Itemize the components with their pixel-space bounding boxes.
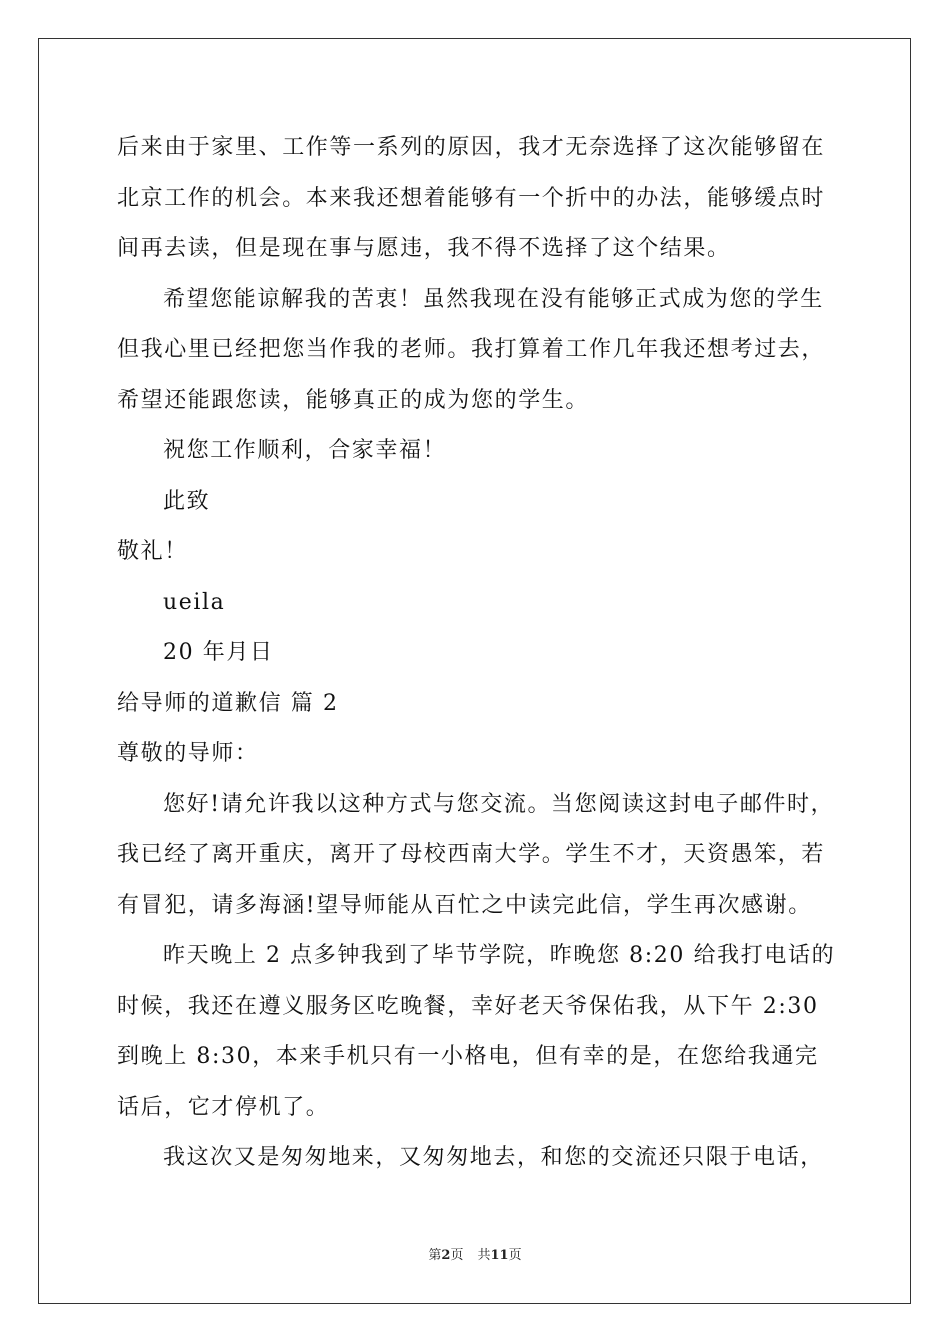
total-pages: 11 bbox=[490, 1248, 509, 1263]
text-line: 间再去读，但是现在事与愿违，我不得不选择了这个结果。 bbox=[117, 236, 731, 261]
page-prefix: 第 bbox=[428, 1248, 442, 1263]
total-prefix: 共 bbox=[477, 1248, 491, 1263]
page-footer bbox=[0, 1244, 950, 1263]
total-suffix: 页 bbox=[508, 1248, 522, 1263]
text-line: 到晚上 8:30，本来手机只有一小格电，但有幸的是，在您给我通完 bbox=[117, 1044, 819, 1069]
text-line: 北京工作的机会。本来我还想着能够有一个折中的办法，能够缓点时 bbox=[117, 185, 826, 211]
text-line: 我已经了离开重庆，离开了母校西南大学。学生不才，天资愚笨，若 bbox=[117, 842, 826, 867]
closing-wish: 祝您工作顺利，合家幸福！ bbox=[163, 438, 447, 463]
page-number: 2 bbox=[441, 1248, 451, 1263]
section-heading: 给导师的道歉信 篇 2 bbox=[117, 690, 339, 716]
greeting: 尊敬的导师： bbox=[117, 741, 259, 766]
page-suffix: 页 bbox=[450, 1248, 464, 1263]
text-line: 我这次又是匆匆地来，又匆匆地去，和您的交流还只限于电话， bbox=[163, 1145, 824, 1170]
text-line: 但我心里已经把您当作我的老师。我打算着工作几年我还想考过去， bbox=[117, 337, 826, 362]
text-line: 话后，它才停机了。 bbox=[117, 1094, 330, 1120]
salutation-respect: 敬礼！ bbox=[117, 539, 188, 564]
text-line: 希望您能谅解我的苦衷！虽然我现在没有能够正式成为您的学生 bbox=[163, 286, 824, 312]
date-line: 20 年月日 bbox=[163, 640, 274, 665]
text-line: 希望还能跟您读，能够真正的成为您的学生。 bbox=[117, 387, 590, 413]
text-line: 有冒犯，请多海涵!望导师能从百忙之中读完此信，学生再次感谢。 bbox=[117, 892, 812, 918]
text-line: 昨天晚上 2 点多钟我到了毕节学院，昨晚您 8:20 给我打电话的 bbox=[163, 943, 836, 968]
salutation-closing: 此致 bbox=[163, 488, 211, 514]
text-line: 时候，我还在遵义服务区吃晚餐，幸好老天爷保佑我，从下午 2:30 bbox=[117, 993, 819, 1019]
document-body bbox=[117, 123, 835, 1184]
text-line: 后来由于家里、工作等一系列的原因，我才无奈选择了这次能够留在 bbox=[117, 135, 826, 160]
signature: ueila bbox=[163, 589, 226, 615]
text-line: 您好!请允许我以这种方式与您交流。当您阅读这封电子邮件时， bbox=[163, 791, 835, 817]
